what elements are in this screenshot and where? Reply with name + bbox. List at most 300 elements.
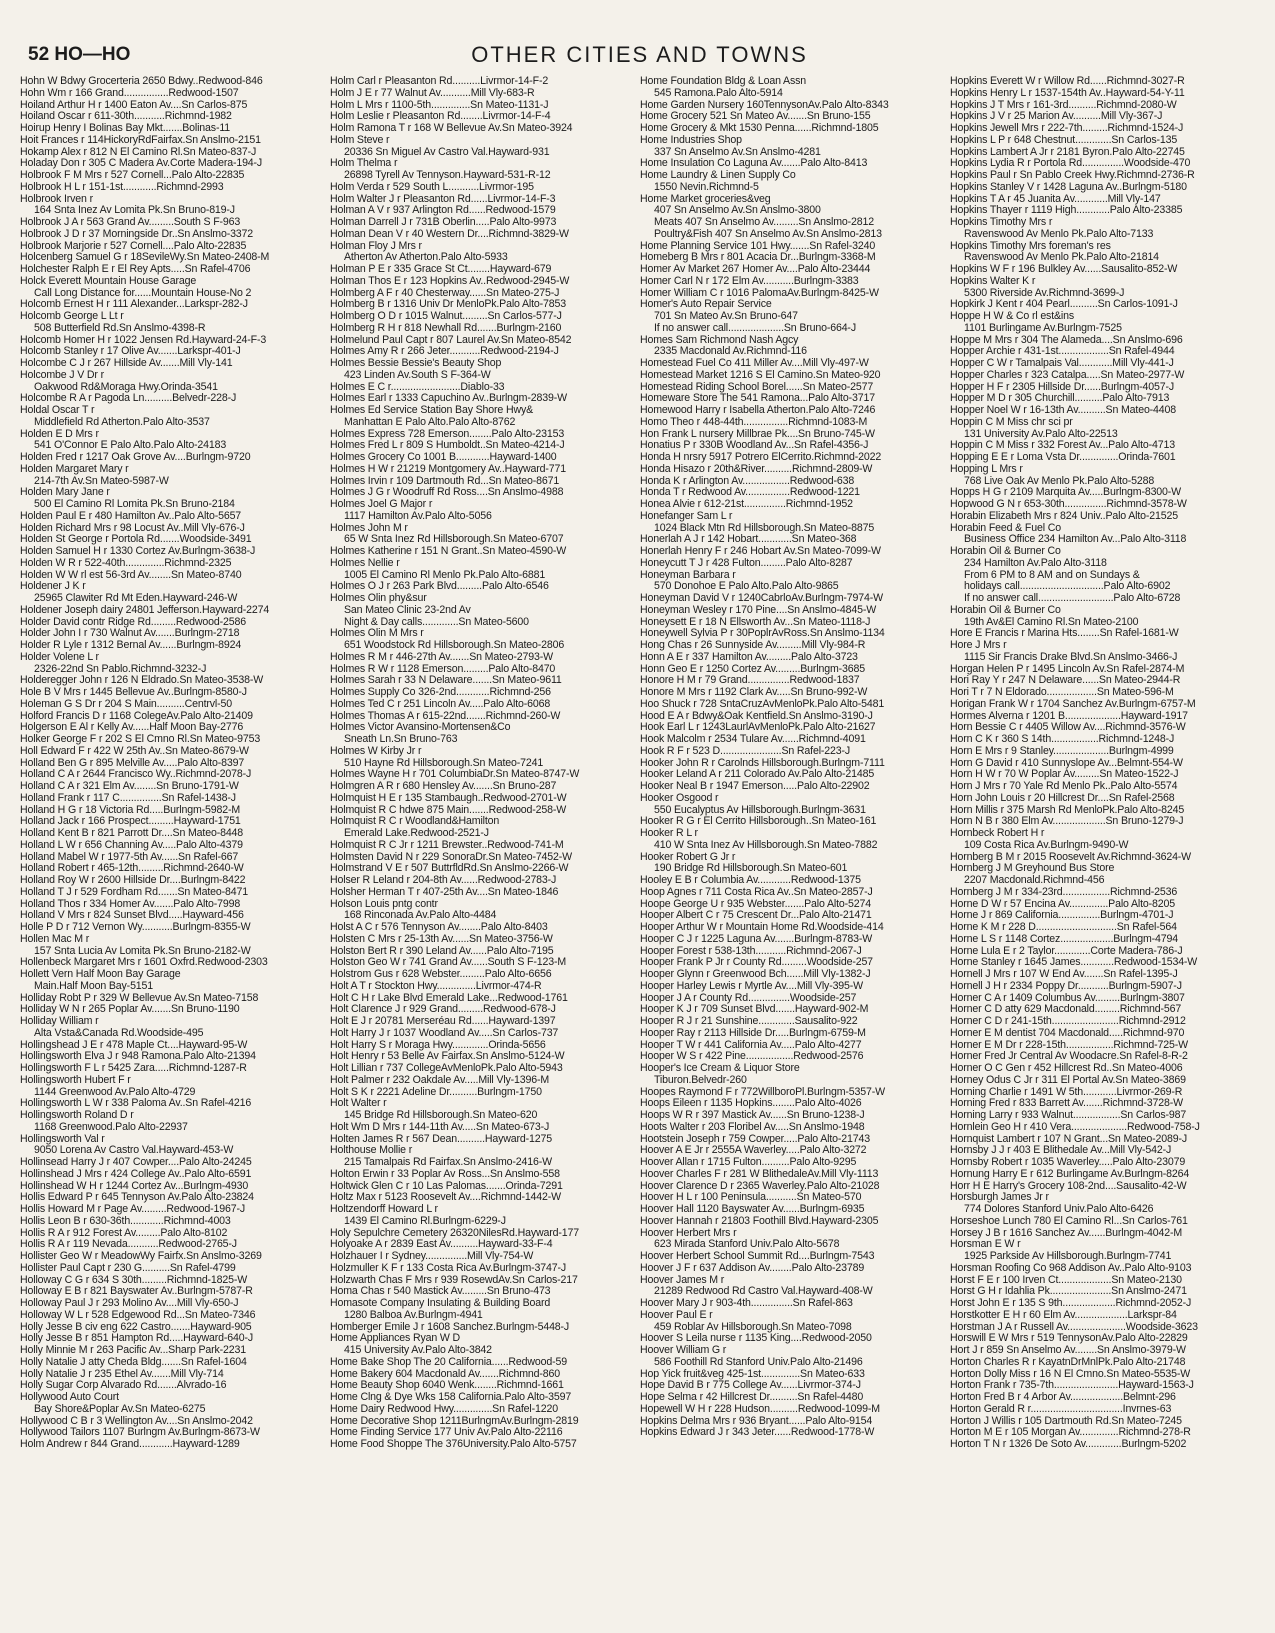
directory-entry: Horn H W r 70 W Poplar Av.........Sn Mateo-1522-J xyxy=(950,769,1179,781)
directory-entry: Hopps H G r 2109 Marquita Av.....Burlngm-8300-W xyxy=(950,487,1182,499)
directory-entry: Hollenbeck Margaret Mrs r 1601 Oxfrd.Redwood-2303 xyxy=(20,957,268,969)
directory-entry: Hoiland Oscar r 611-30th...........Richmnd-1982 xyxy=(20,111,232,123)
directory-entry: Hopkins Everett W r Willow Rd......Richmnd-3027-R xyxy=(950,76,1185,87)
directory-entry: Hooper J A r County Rd...............Woodside-257 xyxy=(640,992,857,1004)
directory-entry: Holliday William r xyxy=(20,1016,99,1027)
directory-entry: Business Office 234 Hamilton Av...Palo Alto-3118 xyxy=(964,534,1187,546)
directory-entry: Holker George F r 202 S El Cmno Rl.Sn Mateo-9753 xyxy=(20,734,261,745)
directory-entry: Hollinsead Harry J r 407 Cowper....Palo Alto-24245 xyxy=(20,1157,252,1168)
directory-entry: Holmes Amy R r 266 Jeter...........Redwood-2194-J xyxy=(330,346,559,358)
directory-entry: Hoover Hall 1120 Bayswater Av......Burlngm-6935 xyxy=(640,1204,865,1215)
directory-entry: Hooper W S r 422 Pine.................Redwood-2576 xyxy=(640,1051,864,1063)
directory-entry: Horn G David r 410 Sunnyslope Av...Belmnt-554-W xyxy=(950,757,1183,769)
directory-entry: Hooper Arthur W r Mountain Home Rd.Woodside-414 xyxy=(640,922,884,933)
directory-entry: Horner O C Gen r 452 Hillcrest Rd..Sn Mateo-4006 xyxy=(950,1063,1183,1074)
directory-entry: Holcenberg Samuel G r 18SevileWy.Sn Mateo-2408-M xyxy=(20,252,270,264)
directory-entry: Call Long Distance for......Mountain House-No 2 xyxy=(34,287,252,299)
directory-entry: 1101 Burlingame Av.Burlngm-7525 xyxy=(964,322,1122,334)
directory-entry: Holman Thos E r 123 Hopkins Av..Redwood-2945-W xyxy=(330,275,570,287)
directory-entry: Homo Theo r 448-44th................Richmnd-1083-M xyxy=(640,416,868,428)
directory-entry: Holly Natalie J atty Cheda Bldg.......Sn Rafel-1604 xyxy=(20,1356,247,1368)
directory-entry: Holbrook Marjorie r 527 Cornell....Palo Alto-22835 xyxy=(20,240,247,252)
directory-entry: Hopkins Lambert A Jr r 2181 Byron.Palo Alto-22745 xyxy=(950,146,1185,158)
directory-entry: Homestead Fuel Co 411 Miller Av....Mill Vly-497-W xyxy=(640,358,869,369)
directory-entry: Hornberg J M Greyhound Bus Store xyxy=(950,863,1115,875)
directory-entry: Holmberg B r 1316 Univ Dr MenloPk.Palo Alto-7853 xyxy=(330,299,566,311)
directory-entry: Home Grocery & Mkt 1530 Penna......Richmnd-1805 xyxy=(640,123,879,134)
directory-entry: Hollis R A r 912 Forest Av.........Palo Alto-8102 xyxy=(20,1227,228,1239)
directory-entry: Hopkins Paul r Sn Pablo Creek Hwy.Richmnd-2736-R xyxy=(950,170,1195,181)
directory-entry: Horstkotter E H r 60 Elm Av...................Larkspr-84 xyxy=(950,1309,1177,1321)
directory-entry: Hollis R A r 119 Nevada...........Redwood-2765-J xyxy=(20,1239,237,1251)
directory-entry: 234 Hamilton Av.Palo Alto-3118 xyxy=(964,557,1107,569)
directory-entry: Hoit Frances r 114HickoryRdFairfax.Sn Anslmo-2151 xyxy=(20,134,261,146)
directory-entry: Holden W W rl est 56-3rd Av........Sn Mateo-8740 xyxy=(20,569,242,581)
directory-entry: San Mateo Clinic 23-2nd Av xyxy=(344,604,471,616)
directory-entry: Hopper M D r 305 Churchill..........Palo Alto-7913 xyxy=(950,393,1170,405)
directory-entry: Holmes Olin phy&sur xyxy=(330,593,427,604)
directory-entry: Honore H M r 79 Grand...............Redwood-1837 xyxy=(640,675,860,687)
directory-entry: Hooper K J r 709 Sunset Blvd.......Hayward-902-M xyxy=(640,1004,869,1016)
directory-entry: Holbrook F M Mrs r 527 Cornell...Palo Alto-22835 xyxy=(20,170,245,181)
directory-entry: Holmes Olin M Mrs r xyxy=(330,628,424,640)
directory-entry: Holloway E B r 821 Bayswater Av..Burlngm-5787-R xyxy=(20,1286,253,1298)
directory-entry: Holt Walter r xyxy=(330,1098,387,1110)
directory-entry: Holcomb Homer H r 1022 Jensen Rd.Hayward-24-F-3 xyxy=(20,334,267,346)
directory-entry: Holt C H r Lake Blvd Emerald Lake...Redwood-1761 xyxy=(330,992,568,1004)
directory-entry: Hollingsworth Roland D r xyxy=(20,1110,134,1121)
directory-entry: Alta Vsta&Canada Rd.Woodside-495 xyxy=(34,1027,204,1039)
directory-entry: Hopkins Stanley V r 1428 Laguna Av..Burlngm-5180 xyxy=(950,181,1187,193)
directory-entry: Hopping L Mrs r xyxy=(950,463,1023,475)
directory-entry: Horne Stanley r 1645 James............Redwood-1534-W xyxy=(950,957,1198,969)
directory-entry: Holland Frank r 117 C...............Sn Rafel-1438-J xyxy=(20,792,236,804)
directory-entry: Hopkins J T Mrs r 161-3rd..........Richmnd-2080-W xyxy=(950,99,1177,111)
directory-entry: Holmes R M r 446-27th Av.......Sn Mateo-2793-W xyxy=(330,651,553,663)
directory-entry: Holden Paul E r 480 Hamilton Av..Palo Alto-5657 xyxy=(20,510,242,522)
directory-entry: Holbrook H L r 151-1st............Richmnd-2993 xyxy=(20,181,224,193)
directory-entry: Hollett Vern Half Moon Bay Garage xyxy=(20,969,181,980)
directory-entry: Hollen Mac M r xyxy=(20,933,90,945)
directory-entry: Holman Floy J Mrs r xyxy=(330,240,422,252)
directory-entry: Horning Larry r 933 Walnut.................Sn Carlos-987 xyxy=(950,1110,1187,1121)
directory-entry: Hooper Ray r 2113 Hillside Dr.....Burlngm-6759-M xyxy=(640,1027,866,1039)
directory-entry: Holm Thelma r xyxy=(330,158,398,170)
directory-entry: Holmes Victor Avansino-Mortensen&Co xyxy=(330,722,511,734)
directory-entry: Horton Gerald R r.................................Invrnes-63 xyxy=(950,1403,1172,1415)
directory-entry: Hole B V Mrs r 1445 Bellevue Av..Burlngm-8580-J xyxy=(20,687,247,698)
directory-entry: 337 Sn Anselmo Av.Sn Anslmo-4281 xyxy=(654,146,821,158)
directory-entry: Holt Lillian r 737 CollegeAvMenloPk.Palo Alto-5943 xyxy=(330,1063,563,1074)
directory-entry: 131 University Av.Palo Alto-22513 xyxy=(964,428,1118,440)
directory-entry: 1117 Hamilton Av.Palo Alto-5056 xyxy=(344,510,492,522)
directory-entry: Home Food Shoppe The 376University.Palo Alto-5757 xyxy=(330,1439,577,1450)
directory-entry: Homes Sam Richmond Nash Agcy xyxy=(640,334,799,346)
directory-entry: Holmberg R H r 818 Newhall Rd.......Burlngm-2160 xyxy=(330,322,562,334)
directory-entry: Holt Harry J r 1037 Woodland Av.....Sn Carlos-737 xyxy=(330,1027,559,1039)
directory-entry: Holbrook J A r 563 Grand Av.........South S F-963 xyxy=(20,217,241,228)
directory-entry: Hohn Wm r 166 Grand................Redwood-1507 xyxy=(20,87,239,99)
directory-entry: Holland Mabel W r 1977-5th Av......Sn Rafel-667 xyxy=(20,851,239,863)
directory-entry: Honea Alvie r 612-21st...............Richmnd-1952 xyxy=(640,499,853,510)
directory-entry: 1550 Nevin.Richmnd-5 xyxy=(654,181,759,193)
directory-entry: Hoover William G r xyxy=(640,1345,727,1356)
directory-entry: Holden E D Mrs r xyxy=(20,428,99,440)
directory-entry: 545 Ramona.Palo Alto-5914 xyxy=(654,87,783,99)
directory-entry: Holcombe J V Dr r xyxy=(20,369,104,381)
directory-entry: Holloway Paul J r 293 Molino Av....Mill Vly-650-J xyxy=(20,1298,239,1309)
directory-entry: Hornsby Robert r 1035 Waverley.....Palo Alto-23079 xyxy=(950,1157,1186,1168)
directory-entry: Horseshoe Lunch 780 El Camino Rl...Sn Carlos-761 xyxy=(950,1215,1188,1227)
directory-entry: Horn Millis r 375 Marsh Rd MenloPk.Palo Alto-8245 xyxy=(950,804,1185,816)
directory-entry: Honeycutt T J r 428 Fulton.........Palo Alto-8287 xyxy=(640,557,853,569)
directory-entry: Holt E J r 20781 Merseréau Rd......Hayward-1397 xyxy=(330,1016,556,1027)
directory-entry: Hoover A E Jr r 2555A Waverley.....Palo Alto-3272 xyxy=(640,1145,867,1157)
directory-entry: Oakwood Rd&Moraga Hwy.Orinda-3541 xyxy=(34,381,218,393)
directory-entry: Horn E Mrs r 9 Stanley....................Burlngm-4999 xyxy=(950,745,1174,757)
directory-entry: Horner Fred Jr Central Av Woodacre.Sn Rafel-8-R-2 xyxy=(950,1051,1188,1063)
directory-entry: 5300 Riverside Av.Richmnd-3699-J xyxy=(964,287,1125,299)
directory-entry: Hooper Frank P Jr r County Rd.........Woodside-257 xyxy=(640,957,873,969)
directory-entry: Holland Jack r 166 Prospect.........Hayward-1751 xyxy=(20,816,241,828)
directory-entry: Hori T r 7 N Eldorado..................Sn Mateo-596-M xyxy=(950,687,1174,698)
directory-entry: Holmberg A F r 40 Chesterway......Sn Mateo-275-J xyxy=(330,287,560,299)
directory-entry: Hore J Mrs r xyxy=(950,640,1007,651)
directory-entry: Holmes Thomas A r 615-22nd.......Richmnd-260-W xyxy=(330,710,561,722)
directory-entry: 508 Butterfield Rd.Sn Anslmo-4398-R xyxy=(34,322,206,334)
directory-entry: Hornquist Lambert r 107 N Grant...Sn Mateo-2089-J xyxy=(950,1133,1188,1145)
directory-entry: Horne J r 869 California...............Burlngm-4701-J xyxy=(950,910,1174,922)
directory-entry: 164 Snta Inez Av Lomita Pk.Sn Bruno-819-J xyxy=(34,205,235,217)
directory-entry: Horner E M Dr r 228-15th.................Richmnd-725-W xyxy=(950,1039,1188,1051)
directory-entry: Horton M E r 105 Morgan Av..............Richmnd-278-R xyxy=(950,1427,1191,1439)
directory-entry: Holl Edward F r 422 W 25th Av..Sn Mateo-8679-W xyxy=(20,745,249,757)
directory-entry: Hon Frank L nursery Millbrae Pk....Sn Bruno-745-W xyxy=(640,428,875,440)
directory-entry: Hooper Forest r 538-13th...........Richmnd-2067-J xyxy=(640,945,862,957)
directory-entry: Holt Clarence J r 929 Grand.........Redwood-678-J xyxy=(330,1004,556,1016)
directory-entry: Hoop Agnes r 711 Costa Rica Av..Sn Mateo-2857-J xyxy=(640,886,873,898)
directory-entry: Holder R Lyle r 1312 Bernal Av......Burlngm-8924 xyxy=(20,640,242,651)
directory-entry: Hoiland Arthur H r 1400 Eaton Av....Sn Carlos-875 xyxy=(20,99,248,111)
directory-entry: Horst John E r 135 S 9th...................Richmnd-2052-J xyxy=(950,1298,1192,1309)
directory-entry: Hollis Edward P r 645 Tennyson Av.Palo Alto-23824 xyxy=(20,1192,254,1204)
directory-entry: Hoover H L r 100 Peninsula...........Sn Mateo-570 xyxy=(640,1192,862,1204)
directory-entry: Holmes W Kirby Jr r xyxy=(330,745,422,757)
directory-entry: Hopkins Delma Mrs r 936 Bryant......Palo Alto-9154 xyxy=(640,1415,873,1427)
directory-entry: 109 Costa Rica Av.Burlngm-9490-W xyxy=(964,839,1129,851)
directory-entry: Hoots Walter r 203 Floribel Av.....Sn Anslmo-1948 xyxy=(640,1121,865,1133)
directory-entry: Horton J Willis r 105 Dartmouth Rd.Sn Mateo-7245 xyxy=(950,1415,1182,1427)
directory-entry: Hollinshead J Mrs r 424 College Av..Palo Alto-6591 xyxy=(20,1168,252,1180)
directory-entry: Hopper Noel W r 16-13th Av..........Sn Mateo-4408 xyxy=(950,405,1177,416)
directory-entry: Home Appliances Ryan W D xyxy=(330,1333,461,1345)
directory-entry: 768 Live Oak Av Menlo Pk.Palo Alto-5288 xyxy=(964,475,1155,487)
directory-entry: 623 Mirada Stanford Univ.Palo Alto-5678 xyxy=(654,1239,840,1251)
directory-entry: Horton Charles R r KayatnDrMnlPk.Palo Alto-21748 xyxy=(950,1356,1186,1368)
directory-entry: Horswill E W Mrs r 519 TennysonAv.Palo Alto-22829 xyxy=(950,1333,1188,1345)
directory-entry: Sneath Ln.Sn Bruno-763 xyxy=(344,734,458,745)
directory-entry: Horner E M dentist 704 Macdonald.....Richmnd-970 xyxy=(950,1027,1185,1039)
directory-entry: Hop Yick fruit&veg 425-1st..............Sn Mateo-633 xyxy=(640,1368,865,1380)
directory-entry: Holmes E C r.........................Diablo-33 xyxy=(330,381,505,393)
directory-entry: Hoover Herbert School Summit Rd....Burlngm-7543 xyxy=(640,1251,875,1262)
directory-entry: Holdener J K r xyxy=(20,581,86,593)
directory-entry: Home Garden Nursery 160TennysonAv.Palo Alto-8343 xyxy=(640,99,889,111)
directory-entry: Horning Fred r 833 Barrett Av.......Richmnd-3728-W xyxy=(950,1098,1183,1110)
directory-entry: Hooper Glynn r Greenwood Bch......Mill Vly-1382-J xyxy=(640,969,871,980)
directory-entry: Holland Robert r 465-12th.........Richmnd-2640-W xyxy=(20,863,244,875)
directory-entry: 215 Tamalpais Rd Fairfax.Sn Anslmo-2416-W xyxy=(344,1157,552,1168)
directory-entry: Homberger Emile J r 1608 Sanchez.Burlngm-5448-J xyxy=(330,1321,570,1333)
directory-entry: Hornberg J M r 334-23rd.................Richmnd-2536 xyxy=(950,886,1178,898)
directory-entry: 651 Woodstock Rd Hillsborough.Sn Mateo-2806 xyxy=(344,640,565,651)
directory-entry: Hooker John R r Carolnds Hillsborough.Burlngm-7111 xyxy=(640,757,885,769)
directory-entry: Holm Leslie r Pleasanton Rd........Livrmor-14-F-4 xyxy=(330,111,551,123)
directory-entry: Hoover James M r xyxy=(640,1274,725,1286)
directory-entry: 157 Snta Lucia Av Lomita Pk.Sn Bruno-2182-W xyxy=(34,945,251,957)
directory-entry: Holm Andrew r 844 Grand............Hayward-1289 xyxy=(20,1439,240,1450)
directory-entry: Holaday Don r 305 C Madera Av.Corte Madera-194-J xyxy=(20,158,263,170)
directory-entry: Horabin Oil & Burner Co xyxy=(950,604,1061,616)
directory-entry: Horsey J B r 1616 Sanchez Av......Burlngm-4042-M xyxy=(950,1227,1183,1239)
directory-entry: Holm Walter J r Pleasanton Rd......Livrmor-14-F-3 xyxy=(330,193,556,205)
directory-entry: Hooker R G r El Cerrito Hillsborough..Sn Mateo-161 xyxy=(640,816,877,828)
directory-entry: Manhattan E Palo Alto.Palo Alto-8762 xyxy=(344,416,516,428)
directory-entry: Horsman Roofing Co 968 Addison Av..Palo Alto-9103 xyxy=(950,1262,1192,1274)
directory-entry: Homestead Market 1216 S El Camino.Sn Mateo-920 xyxy=(640,369,881,381)
directory-entry: Home Insulation Co Laguna Av.......Palo Alto-8413 xyxy=(640,158,868,170)
directory-entry: Horton Fred B r 4 Arbor Av...................Belmnt-296 xyxy=(950,1392,1176,1403)
directory-entry: Holchester Ralph E r El Rey Apts.....Sn Rafel-4706 xyxy=(20,264,251,275)
directory-entry: Holdener Joseph dairy 24801 Jefferson.Hayward-2274 xyxy=(20,604,270,616)
directory-entry: Holmes Ted C r 251 Lincoln Av.....Palo Alto-6068 xyxy=(330,698,551,710)
directory-entry: Holmes Sarah r 33 N Delaware.......Sn Mateo-9611 xyxy=(330,675,562,687)
directory-entry: Holland T J r 529 Fordham Rd.......Sn Mateo-8471 xyxy=(20,886,248,898)
directory-entry: 550 Eucalyptus Av Hillsborough.Burlngm-3631 xyxy=(654,804,866,816)
directory-entry: Holland Thos r 334 Homer Av.......Palo Alto-7998 xyxy=(20,898,241,910)
directory-entry: Holt A T r Stockton Hwy..............Livrmor-474-R xyxy=(330,980,542,992)
directory-entry: Horabin Elizabeth Mrs r 824 Univ..Palo Alto-21525 xyxy=(950,510,1178,522)
directory-entry: Holstrom Gus r 628 Webster.........Palo Alto-6656 xyxy=(330,969,552,980)
directory-entry: Holcomb Ernest H r 111 Alexander...Larkspr-282-J xyxy=(20,299,248,311)
directory-entry: 1144 Greenwood Av.Palo Alto-4729 xyxy=(34,1086,196,1098)
directory-entry: Poultry&Fish 407 Sn Anselmo Av.Sn Anslmo-2813 xyxy=(654,228,882,240)
directory-entry: Hollis Howard M r Page Av.........Redwood-1967-J xyxy=(20,1204,245,1215)
directory-entry: Horsburgh James Jr r xyxy=(950,1192,1049,1204)
directory-entry: Holtzendorff Howard L r xyxy=(330,1204,438,1215)
directory-entry: Holmes O J r 263 Park Blvd.........Palo Alto-6546 xyxy=(330,581,549,593)
directory-entry: 1115 Sir Francis Drake Blvd.Sn Anslmo-3466-J xyxy=(964,651,1178,663)
directory-entry: Holm Verda r 529 South L...........Livrmor-195 xyxy=(330,181,534,193)
directory-entry: 145 Bridge Rd Hillsborough.Sn Mateo-620 xyxy=(344,1110,538,1121)
directory-entry: If no answer call...........................Palo Alto-6728 xyxy=(964,593,1181,604)
directory-entry: Hollinshead W H r 1244 Cortez Av...Burlngm-4930 xyxy=(20,1180,249,1192)
directory-entry: Holderegger John r 126 N Eldrado.Sn Mateo-3538-W xyxy=(20,675,264,687)
directory-entry: Hornell J Mrs r 107 W End Av.......Sn Rafel-1395-J xyxy=(950,969,1178,980)
directory-entry: Hollywood Tailors 1107 Burlngm Av.Burlngm-8673-W xyxy=(20,1427,260,1439)
directory-entry: Hokamp Alex r 812 N El Camino Rl.Sn Mateo-837-J xyxy=(20,146,257,158)
directory-entry: Holgerson E Al r Kelly Av......Half Moon Bay-2776 xyxy=(20,722,244,734)
directory-entry: Horne K M r 228 D.............................Sn Rafel-564 xyxy=(950,922,1177,933)
directory-entry: Holle P D r 712 Vernon Wy...........Burlngm-8355-W xyxy=(20,922,251,933)
directory-entry: Holzwarth Chas F Mrs r 939 RosewdAv.Sn Carlos-217 xyxy=(330,1274,578,1286)
directory-entry: Night & Day calls.............Sn Mateo-5600 xyxy=(344,616,529,628)
directory-entry: Home Industries Shop xyxy=(640,134,742,146)
directory-entry: Holland C A r 2644 Francisco Wy..Richmnd-2078-J xyxy=(20,769,252,781)
directory-entry: Holt Wm D Mrs r 144-11th Av.....Sn Mateo-673-J xyxy=(330,1121,550,1133)
directory-entry: Hook R F r 523 D......................Sn Rafel-223-J xyxy=(640,745,851,757)
directory-entry: Holmes Nellie r xyxy=(330,557,400,569)
directory-entry: Hoover Mary J r 903-4th...............Sn Rafel-863 xyxy=(640,1298,853,1309)
page-header xyxy=(28,38,1251,72)
directory-entry: 410 W Snta Inez Av Hillsborough.Sn Mateo-7882 xyxy=(654,839,878,851)
directory-entry: Home Dairy Redwood Hwy..............Sn Rafel-1220 xyxy=(330,1403,558,1415)
directory-entry: Home Foundation Bldg & Loan Assn xyxy=(640,76,806,87)
directory-entry: Holden W R r 522-40th..............Richmnd-2325 xyxy=(20,557,232,569)
directory-entry: Horne Lula E r 2 Taylor.............Corte Madera-786-J xyxy=(950,945,1183,957)
directory-entry: Holthouse Mollie r xyxy=(330,1145,413,1157)
directory-entry: Hoover Allan r 1715 Fulton..........Palo Alto-9295 xyxy=(640,1157,857,1168)
directory-entry: Hoops W R r 397 Mastick Av......Sn Bruno-1238-J xyxy=(640,1110,865,1121)
directory-entry: Hopkins W F r 196 Bulkley Av......Sausalito-852-W xyxy=(950,264,1178,275)
directory-entry: Hornsby J J r 403 E Blithedale Av...Mill Vly-542-J xyxy=(950,1145,1172,1157)
directory-entry: Hopping E E r Loma Vsta Dr..............Orinda-7601 xyxy=(950,452,1176,463)
directory-entry: Holden Samuel H r 1330 Cortez Av.Burlngm-3638-J xyxy=(20,546,256,557)
directory-entry: Honda Hisazo r 20th&River..........Richmnd-2809-W xyxy=(640,463,873,475)
directory-entry: Honeywell Sylvia P r 30PoplrAvRoss.Sn Anslmo-1134 xyxy=(640,628,885,640)
directory-entry: Home Market groceries&veg xyxy=(640,193,771,205)
directory-entry: Honeyman Barbara r xyxy=(640,569,736,581)
directory-entry: Home Decorative Shop 1211BurlngmAv.Burlngm-2819 xyxy=(330,1415,579,1427)
directory-entry: 65 W Snta Inez Rd Hillsborough.Sn Mateo-6707 xyxy=(344,534,564,546)
directory-entry: Hopkins Thayer r 1119 High............Palo Alto-23385 xyxy=(950,205,1183,217)
directory-column-2 xyxy=(330,76,640,1626)
directory-entry: Honeysett E r 18 N Ellsworth Av...Sn Mateo-1118-J xyxy=(640,616,871,628)
directory-entry: Holliday Robt P r 329 W Bellevue Av.Sn Mateo-7158 xyxy=(20,992,259,1004)
directory-entry: Holland Ben G r 895 Melville Av.....Palo Alto-8397 xyxy=(20,757,245,769)
directory-entry: Hopkins J V r 25 Marion Av..........Mill Vly-367-J xyxy=(950,111,1163,123)
directory-entry: 1439 El Camino Rl.Burlngm-6229-J xyxy=(344,1215,506,1227)
directory-entry: Hollister Paul Capt r 230 G..........Sn Rafel-4799 xyxy=(20,1262,236,1274)
directory-column-1 xyxy=(20,76,330,1626)
directory-entry: 9050 Lorena Av Castro Val.Hayward-453-W xyxy=(34,1145,234,1157)
directory-entry: Hood E A r Bdwy&Oak Kentfield.Sn Anslmo-3190-J xyxy=(640,710,873,722)
directory-entry: Hoover Herbert Mrs r xyxy=(640,1227,737,1239)
directory-entry: Holland C A r 321 Elm Av........Sn Bruno-1791-W xyxy=(20,781,239,792)
directory-entry: Holck Everett Mountain House Garage xyxy=(20,275,197,287)
directory-entry: Horn C K r 360 S 14th.................Richmnd-1248-J xyxy=(950,734,1175,745)
directory-entry: Holm Carl r Pleasanton Rd..........Livrmor-14-F-2 xyxy=(330,76,549,87)
directory-entry: Hoover Paul E r xyxy=(640,1309,713,1321)
directory-entry: 2207 Macdonald.Richmnd-456 xyxy=(964,875,1105,886)
directory-entry: Holliday W N r 265 Poplar Av.......Sn Bruno-1190 xyxy=(20,1004,240,1016)
directory-entry: Honda T r Redwood Av................Redwood-1221 xyxy=(640,487,860,499)
directory-entry: Hopkirk J Kent r 404 Pearl..........Sn Carlos-1091-J xyxy=(950,299,1178,311)
directory-entry: Horst F E r 100 Irven Ct...................Sn Mateo-2130 xyxy=(950,1274,1182,1286)
directory-entry: Hopper Archie r 431-1st..................Sn Rafel-4944 xyxy=(950,346,1175,358)
directory-entry: 20336 Sn Miguel Av Castro Val.Hayward-931 xyxy=(344,146,550,158)
directory-entry: 214-7th Av.Sn Mateo-5987-W xyxy=(34,475,169,487)
directory-entry: Hoirup Henry I Bolinas Bay Mkt.......Bolinas-11 xyxy=(20,123,231,134)
directory-entry: Honda H nrsry 5917 Potrero ElCerrito.Richmnd-2022 xyxy=(640,452,882,463)
directory-entry: Hooley E B r Columbia Av............Redwood-1375 xyxy=(640,875,861,886)
directory-entry: 774 Dolores Stanford Univ.Palo Alto-6426 xyxy=(964,1204,1154,1215)
directory-entry: 500 El Camino Rl Lomita Pk.Sn Bruno-2184 xyxy=(34,499,235,510)
directory-entry: 168 Rinconada Av.Palo Alto-4484 xyxy=(344,910,497,922)
directory-entry: Holmes Ed Service Station Bay Shore Hwy& xyxy=(330,405,534,416)
directory-entry: Holmes J G r Woodruff Rd Ross....Sn Anslmo-4988 xyxy=(330,487,564,499)
directory-entry: Holson Louis pntg contr xyxy=(330,898,438,910)
directory-entry: Horner C D r 241-15th........................Richmnd-2912 xyxy=(950,1016,1186,1027)
directory-entry: Holmes Supply Co 326-2nd............Richmnd-256 xyxy=(330,687,551,698)
directory-entry: Middlefield Rd Atherton.Palo Alto-3537 xyxy=(34,416,210,428)
directory-entry: Hopkins L P r 648 Chestnut.............Sn Carlos-135 xyxy=(950,134,1178,146)
directory-columns xyxy=(20,76,1260,1626)
directory-entry: Holmquist R C Jr r 1211 Brewster..Redwood-741-M xyxy=(330,839,564,851)
directory-entry: Hooker Robert G Jr r xyxy=(640,851,736,863)
directory-entry: Holmes Joel G Major r xyxy=(330,499,433,510)
directory-entry: Horn N B r 380 Elm Av...................Sn Bruno-1279-J xyxy=(950,816,1184,828)
directory-entry: Hori Ray Y r 247 N Delaware......Sn Mateo-2944-R xyxy=(950,675,1181,687)
directory-entry: Honn A E r 337 Hamilton Av.........Palo Alto-3723 xyxy=(640,651,858,663)
directory-entry: 423 Linden Av.South S F-364-W xyxy=(344,369,491,381)
directory-entry: Hornberg B M r 2015 Roosevelt Av.Richmnd-3624-W xyxy=(950,851,1192,863)
directory-entry: Hoover Charles F r 281 W BlithedaleAv.Mill Vly-1113 xyxy=(640,1168,879,1180)
directory-entry: Holly Jesse B civ eng 622 Castro.......Hayward-905 xyxy=(20,1321,252,1333)
directory-entry: 25965 Clawiter Rd Mt Eden.Hayward-246-W xyxy=(34,593,238,604)
directory-entry: Hoover S Leila nurse r 1135 King....Redwood-2050 xyxy=(640,1333,872,1345)
directory-entry: Homer Carl N r 172 Elm Av...........Burlngm-3383 xyxy=(640,275,859,287)
directory-entry: Holmes Express 728 Emerson........Palo Alto-23153 xyxy=(330,428,565,440)
directory-entry: Main.Half Moon Bay-5151 xyxy=(34,980,154,992)
directory-entry: 407 Sn Anselmo Av.Sn Anslmo-3800 xyxy=(654,205,821,217)
directory-entry: Home Laundry & Linen Supply Co xyxy=(640,170,796,181)
directory-entry: Horton T N r 1326 De Soto Av.............Burlngm-5202 xyxy=(950,1439,1187,1450)
directory-entry: Holcomb George L Lt r xyxy=(20,311,124,322)
directory-entry: Hopkins Walter K r xyxy=(950,275,1036,287)
directory-entry: Holland Roy W r 2600 Hillside Dr....Burlngm-8422 xyxy=(20,875,246,886)
directory-entry: Hollingshead J E r 478 Maple Ct....Hayward-95-W xyxy=(20,1039,248,1051)
directory-entry: 415 University Av.Palo Alto-3842 xyxy=(344,1345,492,1356)
directory-entry: Honeyman David V r 1240CabrloAv.Burlngm-7974-W xyxy=(640,593,883,604)
directory-entry: Home Beauty Shop 6040 Wenk........Richmnd-1661 xyxy=(330,1380,564,1392)
directory-entry: 2335 Macdonald Av.Richmnd-116 xyxy=(654,346,807,358)
directory-entry: Hooper T W r 441 California Av.....Palo Alto-4277 xyxy=(640,1039,862,1051)
directory-entry: holidays call..............................Palo Alto-6902 xyxy=(964,581,1171,593)
directory-entry: Holden Fred r 1217 Oak Grove Av....Burlngm-9720 xyxy=(20,452,251,463)
directory-entry: Hopkins Henry L r 1537-154th Av..Hayward-54-Y-11 xyxy=(950,87,1185,99)
directory-entry: Horn Bessie C r 4405 Willow Av....Richmnd-3576-W xyxy=(950,722,1186,734)
directory-entry: 1024 Black Mtn Rd Hillsborough.Sn Mateo-8875 xyxy=(654,522,875,534)
directory-entry: Homestead Riding School Borel......Sn Mateo-2577 xyxy=(640,381,874,393)
directory-entry: Holmes Katherine r 151 N Grant..Sn Mateo-4590-W xyxy=(330,546,567,557)
directory-entry: Hollister Geo W r MeadowWy Fairfx.Sn Anslmo-3269 xyxy=(20,1251,262,1262)
directory-entry: Holt Henry r 53 Belle Av Fairfax.Sn Anslmo-5124-W xyxy=(330,1051,565,1063)
directory-entry: Home Grocery 521 Sn Mateo Av.......Sn Bruno-155 xyxy=(640,111,871,123)
directory-entry: Horn J Mrs r 70 Yale Rd Menlo Pk..Palo Alto-5574 xyxy=(950,781,1178,792)
directory-entry: Hollingsworth L W r 338 Paloma Av..Sn Rafel-4216 xyxy=(20,1098,252,1110)
directory-entry: Horigan Frank W r 1704 Sanchez Av.Burlngm-6757-M xyxy=(950,698,1196,710)
directory-entry: Hollywood Auto Court xyxy=(20,1392,119,1403)
directory-entry: Holser R Leland r 204-8th Av......Redwood-2783-J xyxy=(330,875,557,886)
directory-entry: Meats 407 Sn Anselmo Av.........Sn Anslmo-2812 xyxy=(654,217,875,228)
directory-entry: Holton Erwin r 33 Poplar Av Ross...Sn Anslmo-558 xyxy=(330,1168,560,1180)
directory-entry: Homasote Company Insulating & Building Board xyxy=(330,1298,551,1309)
directory-entry: Hollis Leon B r 630-36th............Richmnd-4003 xyxy=(20,1215,231,1227)
directory-entry: Hopewell W H r 228 Hudson..........Redwood-1099-M xyxy=(640,1403,880,1415)
directory-entry: Hoops Eileen r 1135 Hopkins........Palo Alto-4026 xyxy=(640,1098,862,1110)
directory-entry: Bay Shore&Poplar Av.Sn Mateo-6275 xyxy=(34,1403,206,1415)
